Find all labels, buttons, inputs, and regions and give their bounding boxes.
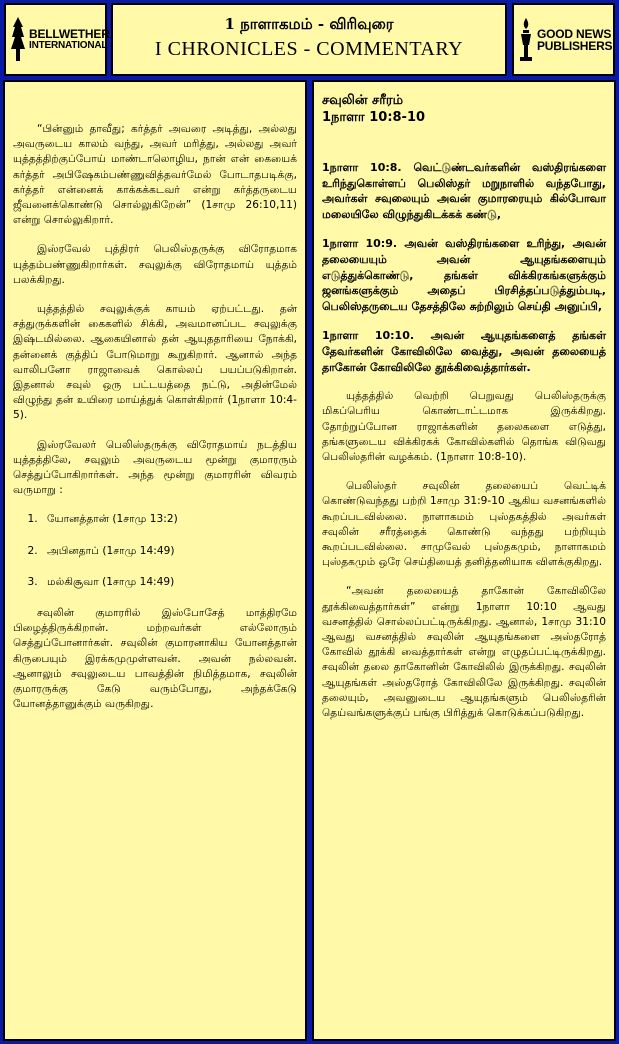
logo-right-line1: GOOD NEWS	[537, 26, 612, 41]
section-heading-title: சவுலின் சரீரம்	[322, 93, 404, 108]
paragraph-quote: “பின்னும் தாவீது; கர்த்தர் அவரை அடித்து, அல்லது அவருடைய காலம் வந்து, அவர் மரித்து, அல்லது அவர் யுத்தத்திற்குப்போய் மாண்டாலொழிய, நான் என் கையைக் கர்த்தர் அபிஷேகம்பண்ணுவித்தவர்மேல் போடாதபடிக்கு, கர்த்தர் என்னைக் காக்கக்கடவர் என்று கர்த்தருடைய ஜீவனைக்கொண்டு சொல்லுகிறேன்” (1சாமு 26:10,11) என்று சொல்லுகிறார்.	[13, 123, 297, 227]
paragraph-dagon-temple: “அவன் தலையைத் தாகோன் கோவிலிலே தூக்கிவைத்தார்கள்” என்று 1நாளா 10:10 ஆவது வசனத்தில் சொல்லப்பட்டிருக்கிறது. ஆனால், 1சாமு 31:10 ஆவது வசனத்தில் சவுலின் ஆயுதங்களை அஸ்தரோத் கோவில் தூக்கி வைத்தார்கள் என்று எழுதப்பட்டிருக்கிறது. சவுலின் தலை தாகோனின் கோவிலில் இருக்கிறது. சவுலின் ஆயுதங்கள் அஸ்தரோத் கோவிலிலே இருக்கிறது. சவுலின் தலையும், அவனுடைய ஆயுதங்களும் பெலிஸ்தரின் தெய்வங்களுக்குப் பங்கு பிரித்துக் கொடுக்கப்படுகிறது.	[322, 585, 606, 719]
logo-right-line2: PUBLISHERS	[537, 38, 613, 53]
paragraph-saul-death: யுத்தத்தில் சவுலுக்குக் காயம் ஏற்பட்டது. தன் சத்துருக்களின் கைகளில் சிக்கி, அவமானப்பட சவுலுக்கு இஷ்டமில்லை. ஆகையினால் தன் ஆயுததாரியை நோக்கி, தன்னைக் குத்திப் போடுமாறு கூறுகிறார். ஆனால் அந்த வாலிபனோ ராஜாவைக் கொல்லப் பயப்படுகிறான். இதனால் சவுல் ஒரு பட்டயத்தை நட்டு, அதின்மேல் விழுந்து தன் உயிரை மாய்த்துக் கொள்கிறார் (1நாளா 10:4-5).	[13, 303, 297, 422]
list-item: 1. யோனத்தான் (1சாமு 13:2)	[41, 512, 297, 527]
sons-list	[13, 512, 297, 590]
section-heading	[322, 92, 606, 126]
good-news-logo	[512, 3, 615, 76]
verse-10-8: 1நாளா 10:8. வெட்டுண்டவர்களின் வஸ்திரங்களை உரிந்துகொள்ளப் பெலிஸ்தர் மறுநாளில் வந்தபோது, அவர்கள் சவுலையும் அவன் குமாரரையும் கில்போவா மலையிலே விழுந்துகிடக்கக் கண்டு,	[322, 161, 606, 221]
bellwether-ram-icon	[10, 15, 26, 65]
page-header	[111, 3, 507, 76]
list-item: 2. அபினதாப் (1சாமு 14:49)	[41, 544, 297, 559]
paragraph-celebration: யுத்தத்தில் வெற்றி பெறுவது பெலிஸ்தருக்கு மிகப்பெரிய கொண்டாட்டமாக இருக்கிறது. தோற்றுப்போன ராஜாக்களின் தலைகளை எடுத்து, தங்களுடைய விக்கிரகக் கோவில்களில் தொங்க விடுவது பெலிஸ்தரின் வழக்கம். (1நாளா 10:8-10).	[322, 390, 606, 463]
page-title-tamil: 1 நாளாகமம் - விரிவுரை	[224, 15, 394, 33]
paragraph-battle: இஸ்ரவேல் புத்திரர் பெலிஸ்தருக்கு விரோதமாக யுத்தம்பண்ணுகிறார்கள். சவுலுக்கு விரோதமாய் யுத்தம் பலக்கிறது.	[13, 243, 297, 286]
paragraph-head-taken: பெலிஸ்தர் சவுலின் தலையைப் வெட்டிக் கொண்டுவந்தது பற்றி 1சாமு 31:9-10 ஆகிய வசனங்களில் கூறப்படவில்லை. நாளாகமம் புஸ்தகத்தில் அவர்கள் சவுலின் சரீரத்தைக் கொண்டு வந்தது பற்றியும் கூறப்படவில்லை. சாமுவேல் புஸ்தகமும், நாளாகமம் புஸ்தகமும் ஒரே செய்தியைத் தனித்தனியாக விளக்குகிறது.	[322, 480, 606, 569]
logo-left-line1: BELLWETHER	[29, 26, 110, 41]
logo-left-line2: INTERNATIONAL	[29, 39, 108, 51]
verse-10-10: 1நாளா 10:10. அவன் ஆயுதங்களைத் தங்கள் தேவர்களின் கோவிலிலே வைத்து, அவன் தலையைத் தாகோன் கோவிலிலே தூக்கிவைத்தார்கள்.	[322, 329, 606, 374]
lamp-icon	[518, 15, 534, 65]
list-item: 3. மல்கிசூவா (1சாமு 14:49)	[41, 575, 297, 590]
page-title-english: I CHRONICLES - COMMENTARY	[154, 38, 464, 60]
section-heading-ref: 1நாளா 10:8-10	[322, 110, 426, 125]
left-column	[3, 80, 307, 1041]
verse-10-9: 1நாளா 10:9. அவன் வஸ்திரங்களை உரிந்து, அவன் தலையையும் அவன் ஆயுதங்களையும் எடுத்துக்கொண்டு, தங்கள் விக்கிரகங்களுக்கும் ஜனங்களுக்கும் அதைப் பிரசித்தப்படுத்தும்படி, பெலிஸ்தருடைய தேசத்திலே சுற்றிலும் செய்தி அனுப்பி,	[322, 237, 606, 313]
paragraph-three-sons: இஸ்ரவேலர் பெலிஸ்தருக்கு விரோதமாய் நடத்திய யுத்தத்திலே, சவுலும் அவருடைய மூன்று குமாரரும் செத்துப்போகிறார்கள். அந்த மூன்று குமாரரின் விவரம் வருமாறு :	[13, 438, 297, 497]
right-column	[312, 80, 616, 1041]
paragraph-jonathan: சவுலின் குமாரரில் இஸ்போசேத் மாத்திரமே பிழைத்திருக்கிறான். மற்றவர்கள் எல்லோரும் செத்துப்போனார்கள். சவுலின் குமாரனாகிய யோனத்தான் கிருபையும் இரக்கமுமுள்ளவன். அவன் நல்லவன். ஆனாலும் சவுலுடைய பாவத்தின் நிமித்தமாக, சவுலின் குமாரருக்கு கேடு வரும்போது, அந்தக்கேடு யோனத்தானுக்கும் வருகிறது.	[13, 607, 297, 711]
bellwether-logo	[4, 3, 110, 76]
